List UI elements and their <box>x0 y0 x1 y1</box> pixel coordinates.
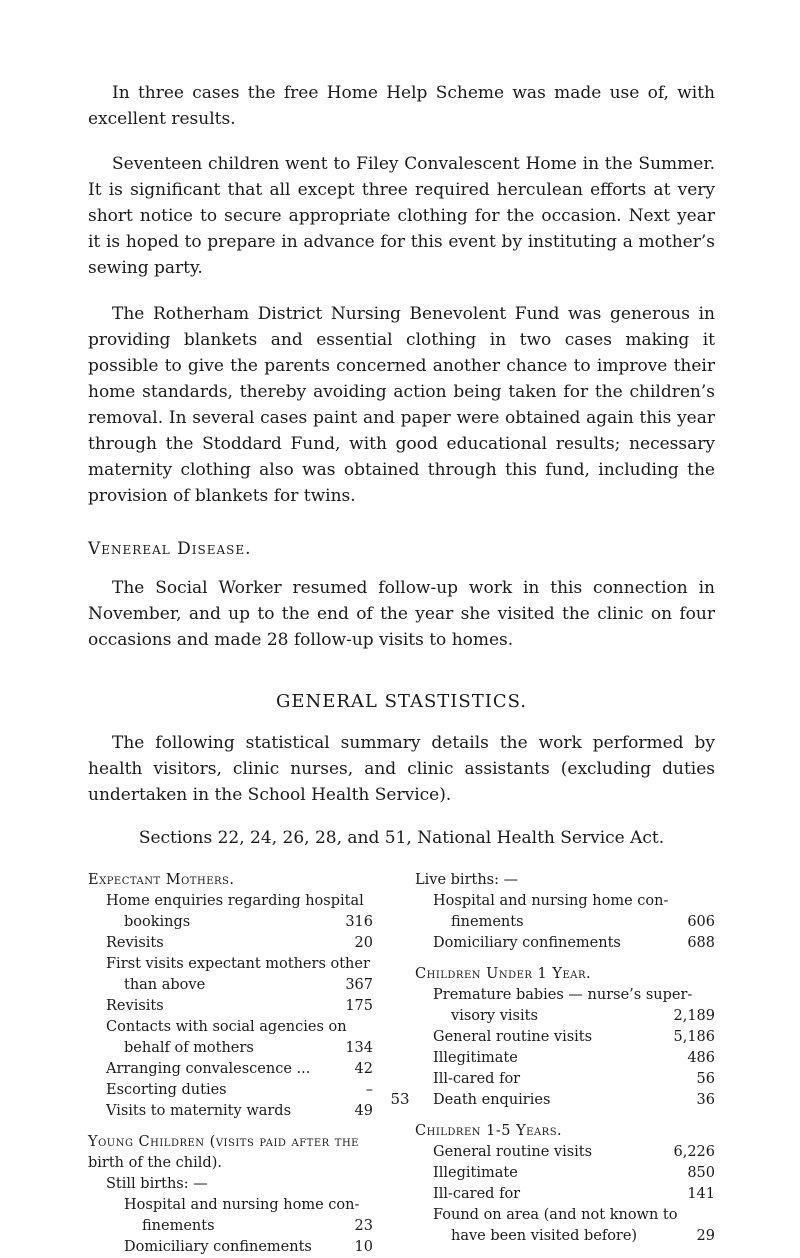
sections-line: Sections 22, 24, 26, 28, and 51, National Health Service Act. <box>138 828 665 848</box>
stat-row: Revisits 175 <box>106 998 373 1014</box>
stat-label: Contacts with social agencies on <box>106 1019 347 1035</box>
stat-row: Illegitimate 486 <box>433 1050 715 1066</box>
young-children-subheading: birth of the child). <box>88 1155 222 1171</box>
document-page <box>88 80 715 1258</box>
stat-row: bookings 316 <box>124 914 373 930</box>
paragraph-filey: Seventeen children went to Filey Convalescent Home in the Summer. It is significant that all except three required herculean efforts at very short notice to secure appropriate clothing for the occasion. Next year it is hoped to prepare in advance for this event by instituting a mother’s sewing party. <box>88 154 715 278</box>
stat-row: Ill-cared for 56 <box>433 1071 715 1087</box>
stat-label: Hospital and nursing home con- <box>433 893 669 909</box>
live-births-label: Live births: — <box>415 872 519 888</box>
stat-row: Arranging convalescence ... 42 <box>106 1061 373 1077</box>
stat-label: Home enquiries regarding hospital <box>106 893 364 909</box>
young-children-heading: Young Children (visits paid after the <box>88 1134 359 1150</box>
right-column <box>415 870 715 1258</box>
left-column <box>88 870 373 1258</box>
stat-row: behalf of mothers 134 <box>124 1040 373 1056</box>
stat-row: finements 23 <box>142 1218 373 1234</box>
venereal-heading: Venereal Disease. <box>88 539 252 559</box>
stat-label: Premature babies — nurse’s super- <box>433 987 693 1003</box>
stat-row: Revisits 20 <box>106 935 373 951</box>
paragraph-benevolent-fund: The Rotherham District Nursing Benevolent Fund was generous in providing blankets and essential clothing in two cases making it possible to give the parents concerned another chance to improve their home standards, thereby avoiding action being taken for the children’s removal. In several cases paint and paper were obtained again this year through the Stoddard Fund, with good educational results; necessary maternity clothing also was obtained through this fund, including the provision of blankets for twins. <box>88 304 715 506</box>
stat-label: Hospital and nursing home con- <box>124 1197 360 1213</box>
statistics-columns <box>88 870 715 1258</box>
stat-row: finements 606 <box>451 914 715 930</box>
stat-row: Death enquiries 36 <box>433 1092 715 1108</box>
page-number: 53 <box>390 1090 410 1108</box>
stat-label: Found on area (and not known to <box>433 1207 678 1223</box>
stat-row: General routine visits 5,186 <box>433 1029 715 1045</box>
stat-row: Escorting duties – <box>106 1082 373 1098</box>
stat-row: Domiciliary confinements 10 <box>124 1239 373 1255</box>
stat-row: Visits to maternity wards 49 <box>106 1103 373 1119</box>
children-under-1-heading: Children Under 1 Year. <box>415 966 592 982</box>
stat-row: Domiciliary confinements 688 <box>433 935 715 951</box>
stat-row: Ill-cared for 141 <box>433 1186 715 1202</box>
expectant-mothers-heading: Expectant Mothers. <box>88 872 235 888</box>
children-1-5-heading: Children 1-5 Years. <box>415 1123 563 1139</box>
paragraph-home-help: In three cases the free Home Help Scheme was made use of, with excellent results. <box>88 83 715 129</box>
general-statistics-title: GENERAL STASTISTICS. <box>275 691 528 712</box>
paragraph-venereal: The Social Worker resumed follow-up work in this connection in November, and up to the end of the year she visited the clinic on four occasions and made 28 follow-up visits to homes. <box>88 578 715 650</box>
stat-row: Illegitimate 850 <box>433 1165 715 1181</box>
stat-row: visory visits 2,189 <box>451 1008 715 1024</box>
still-births-label: Still births: — <box>106 1176 208 1192</box>
stat-row: General routine visits 6,226 <box>433 1144 715 1160</box>
stat-label: First visits expectant mothers other <box>106 956 370 972</box>
stat-row: have been visited before) 29 <box>451 1228 715 1244</box>
paragraph-general-intro: The following statistical summary details the work performed by health visitors, clinic nurses, and clinic assistants (excluding duties undertaken in the School Health Service). <box>88 733 715 805</box>
stat-row: than above 367 <box>124 977 373 993</box>
